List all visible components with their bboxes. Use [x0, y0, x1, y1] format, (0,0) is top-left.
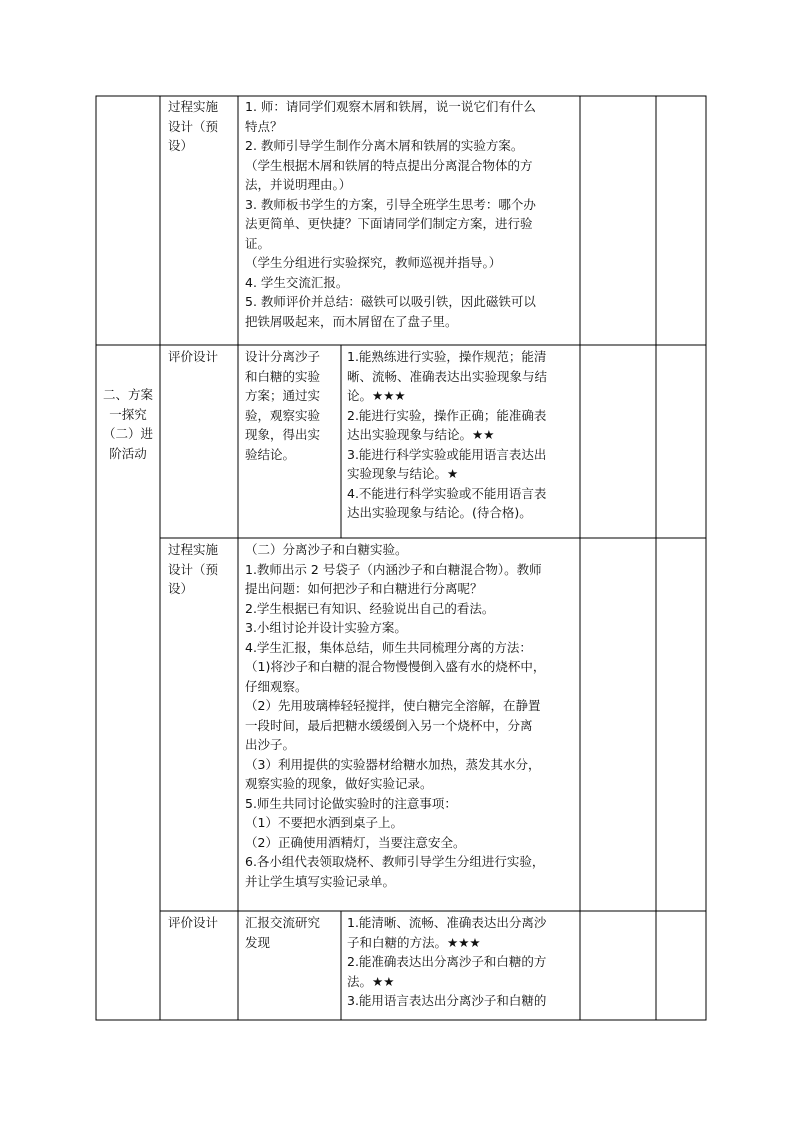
- criteria-line: 1.能熟练进行实验，操作规范；能清: [347, 349, 547, 364]
- content-line: 6.各小组代表领取烧杯、教师引导学生分组进行实验，: [245, 854, 545, 869]
- row1-process-content: [245, 97, 580, 331]
- row1-type-line: 设计（预: [168, 118, 219, 134]
- task-line: 验，观察实验: [245, 407, 321, 423]
- task-line: 设计分离沙子: [245, 349, 321, 364]
- row3-type-line: 设）: [168, 581, 194, 596]
- content-line: 把铁屑吸起来，而木屑留在了盘子里。: [245, 313, 458, 329]
- row3-type-label: [168, 540, 238, 599]
- row2-type-label: [168, 347, 238, 367]
- criteria-line: 1.能清晰、流畅、准确表达出分离沙: [347, 915, 547, 930]
- content-line: 观察实验的现象，做好实验记录。: [245, 776, 433, 791]
- content-line: 4.学生汇报，集体总结，师生共同梳理分离的方法：: [245, 639, 532, 655]
- criteria-line: 实验现象与结论。★: [347, 466, 459, 481]
- content-line: （学生分组进行实验探究，教师巡视并指导。）: [245, 255, 502, 270]
- row4-type-line: 评价设计: [168, 915, 219, 930]
- content-line: 证。: [245, 235, 271, 251]
- row4-criteria: [347, 913, 580, 1011]
- row1-type-line: 设）: [168, 138, 194, 153]
- row2-type-line: 评价设计: [168, 349, 219, 364]
- content-line: 1. 师：请同学们观察木屑和铁屑，说一说它们有什么: [245, 99, 536, 114]
- criteria-line: 3.能进行科学实验或能用语言表达出: [347, 446, 547, 462]
- content-line: 出沙子。: [245, 737, 296, 752]
- criteria-line: 法。★★: [347, 973, 395, 989]
- section-label-line: 阶活动: [109, 445, 147, 461]
- content-line: （2）先用玻璃棒轻轻搅拌，使白糖完全溶解，在静置: [245, 698, 541, 713]
- criteria-line: 晰、流畅、准确表达出实验现象与结: [347, 368, 548, 384]
- task-line: 汇报交流研究: [245, 915, 321, 930]
- criteria-line: 2.能准确表达出分离沙子和白糖的方: [347, 954, 547, 969]
- content-line: 4. 学生交流汇报。: [245, 274, 349, 290]
- section-label-line: 一探究: [109, 406, 147, 422]
- content-line: 2.学生根据已有知识、经验说出自己的看法。: [245, 600, 495, 616]
- content-line: 并让学生填写实验记录单。: [245, 873, 396, 889]
- row3-process-content: [245, 540, 580, 891]
- content-line: 3.小组讨论并设计实验方案。: [245, 620, 407, 635]
- task-line: 现象，得出实: [245, 427, 321, 442]
- row3-type-line: 设计（预: [168, 561, 219, 577]
- task-line: 发现: [245, 934, 271, 950]
- criteria-line: 达出实验现象与结论。(待合格)。: [347, 505, 532, 520]
- content-line: （1)将沙子和白糖的混合物慢慢倒入盛有水的烧杯中，: [245, 659, 546, 674]
- content-line: 一段时间，最后把糖水缓缓倒入另一个烧杯中，分离: [245, 717, 533, 733]
- content-line: （1）不要把水洒到桌子上。: [245, 815, 403, 830]
- criteria-line: 论。★★★: [347, 388, 406, 403]
- row4-task: [245, 913, 341, 952]
- task-line: 验结论。: [245, 446, 296, 462]
- criteria-line: 达出实验现象与结论。★★: [347, 427, 495, 442]
- section-label-line: （二）进: [102, 426, 153, 441]
- row2-task: [245, 347, 341, 464]
- task-line: 方案；通过实: [245, 388, 321, 403]
- content-line: 仔细观察。: [245, 678, 308, 694]
- content-line: 2. 教师引导学生制作分离木屑和铁屑的实验方案。: [245, 138, 524, 153]
- content-line: 特点？: [245, 118, 283, 134]
- content-line: 1.教师出示 2 号袋子（内涵沙子和白糖混合物）。教师: [245, 561, 542, 577]
- section-label: [97, 385, 159, 463]
- row1-type-line: 过程实施: [168, 99, 219, 114]
- criteria-line: 4.不能进行科学实验或不能用语言表: [347, 485, 547, 501]
- row1-type-label: [168, 97, 238, 156]
- content-line: 法，并说明理由。）: [245, 177, 352, 192]
- criteria-line: 3.能用语言表达出分离沙子和白糖的: [347, 993, 547, 1008]
- content-line: 5. 教师评价并总结：磁铁可以吸引铁，因此磁铁可以: [245, 294, 536, 309]
- content-line: （二）分离沙子和白糖实验。: [245, 542, 408, 557]
- section-label-line: 二、方案: [102, 387, 153, 402]
- content-line: 3. 教师板书学生的方案，引导全班学生思考：哪个办: [245, 196, 536, 212]
- content-line: 法更简单、更快捷？下面请同学们制定方案，进行验: [245, 216, 533, 231]
- content-line: （学生根据木屑和铁屑的特点提出分离混合物体的方: [245, 157, 533, 173]
- row4-type-label: [168, 913, 238, 933]
- criteria-line: 2.能进行实验，操作正确；能准确表: [347, 407, 547, 423]
- criteria-line: 子和白糖的方法。★★★: [347, 934, 481, 950]
- row2-criteria: [347, 347, 580, 523]
- row3-type-line: 过程实施: [168, 542, 219, 557]
- content-line: （3）利用提供的实验器材给糖水加热，蒸发其水分，: [245, 756, 541, 772]
- content-line: 提出问题：如何把沙子和白糖进行分离呢？: [245, 581, 483, 596]
- task-line: 和白糖的实验: [245, 368, 321, 384]
- content-line: 5.师生共同讨论做实验时的注意事项：: [245, 795, 457, 811]
- content-line: （2）正确使用酒精灯，当要注意安全。: [245, 834, 466, 850]
